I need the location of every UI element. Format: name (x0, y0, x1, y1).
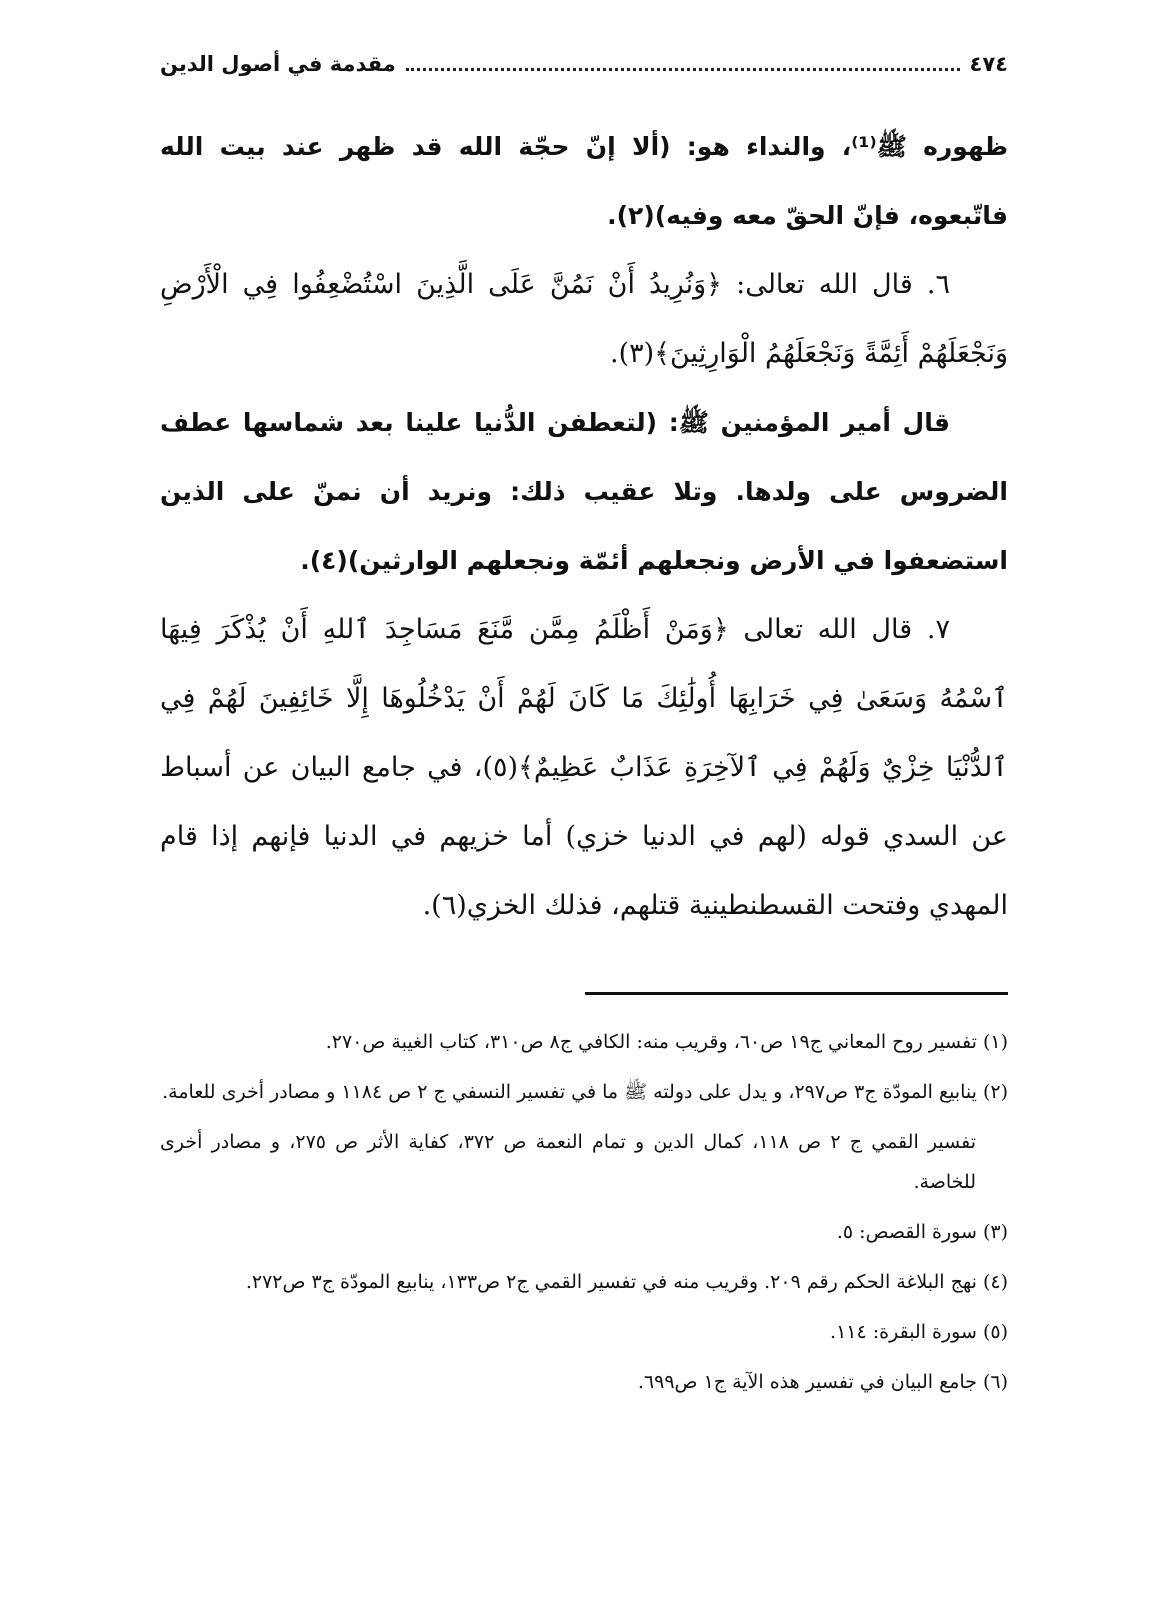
page-number: ٤٧٤ (969, 52, 1008, 76)
running-title: مقدمة في أصول الدين (160, 52, 396, 76)
footnote-6: (٦) جامع البيان في تفسير هذه الآية ج١ ص٦٩٩. (637, 1371, 1008, 1393)
paragraph-4: ٧. قال الله تعالى ﴿وَمَنْ أَظْلَمُ مِمَّن مَّنَعَ مَسَاجِدَ ٱللهِ أَنْ يُذْكَرَ فِيهَا ٱسْمُهُ وَسَعَىٰ فِي خَرَابِهَا أُولَٰئِكَ مَا كَانَ لَهُمْ أَنْ يَدْخُلُوهَا إِلَّا خَائِفِينَ لَهُمْ فِي ٱلدُّنْيَا خِزْيٌ وَلَهُمْ فِي ٱلآخِرَةِ عَذَابٌ عَظِيمٌ﴾(٥)، في جامع البيان عن أسباط عن السدي قوله (لهم في الدنيا خزي) أما خزيهم في الدنيا فإنهم إذا قام المهدي وفتحت القسطنطينية قتلهم، فذلك الخزي(٦). (160, 614, 1008, 921)
header-dotted-leader (406, 68, 960, 71)
footnote-3: (٣) سورة القصص: ٥. (836, 1221, 1008, 1243)
paragraph-3: قال أمير المؤمنين ﷺ: (لتعطفن الدُّنيا علينا بعد شماسها عطف الضروس على ولدها. وتلا عقيب ذلك: ونريد أن نمنّ على الذين استضعفوا في الأرض ونجعلهم أئمّة ونجعلهم الوارثين)(٤). (160, 408, 1008, 575)
footnote-2: (٢) ينابيع المودّة ج٣ ص٢٩٧، و يدل على دولته ﷺ ما في تفسير النسفي ج ٢ ص ١١٨٤ و مصادر أخرى للعامة. (162, 1081, 1008, 1103)
paragraph-2: ٦. قال الله تعالى: ﴿وَنُرِيدُ أَنْ نَمُنَّ عَلَى الَّذِينَ اسْتُضْعِفُوا فِي الْأَرْضِ وَنَجْعَلَهُمْ أَئِمَّةً وَنَجْعَلَهُمُ الْوَارِثِينَ﴾(٣). (160, 269, 1008, 369)
footnotes (160, 1022, 1008, 1412)
footnote-2-continued: تفسير القمي ج ٢ ص ١١٨، كمال الدين و تمام النعمة ص ٣٧٢، كفاية الأثر ص ٢٧٥، و مصادر أخرى للخاصة. (160, 1131, 976, 1193)
page-header (160, 44, 1008, 84)
footnote-1: (١) تفسير روح المعاني ج١٩ ص٦٠، وقريب منه: الكافي ج٨ ص٣١٠، كتاب الغيبة ص٢٧٠. (325, 1031, 1008, 1053)
footnote-4: (٤) نهج البلاغة الحكم رقم ٢٠٩. وقريب منه في تفسير القمي ج٢ ص١٣٣، ينابيع المودّة ج٣ ص٢٧٢. (245, 1271, 1008, 1293)
paragraph-1: ظهوره ﷺ⁽¹⁾، والنداء هو: (ألا إنّ حجّة الله قد ظهر عند بيت الله فاتّبعوه، فإنّ الحقّ معه وفيه)(٢). (160, 132, 1008, 230)
footnote-separator (585, 992, 1008, 995)
footnote-5: (٥) سورة البقرة: ١١٤. (830, 1321, 1008, 1343)
main-text (160, 112, 1008, 940)
